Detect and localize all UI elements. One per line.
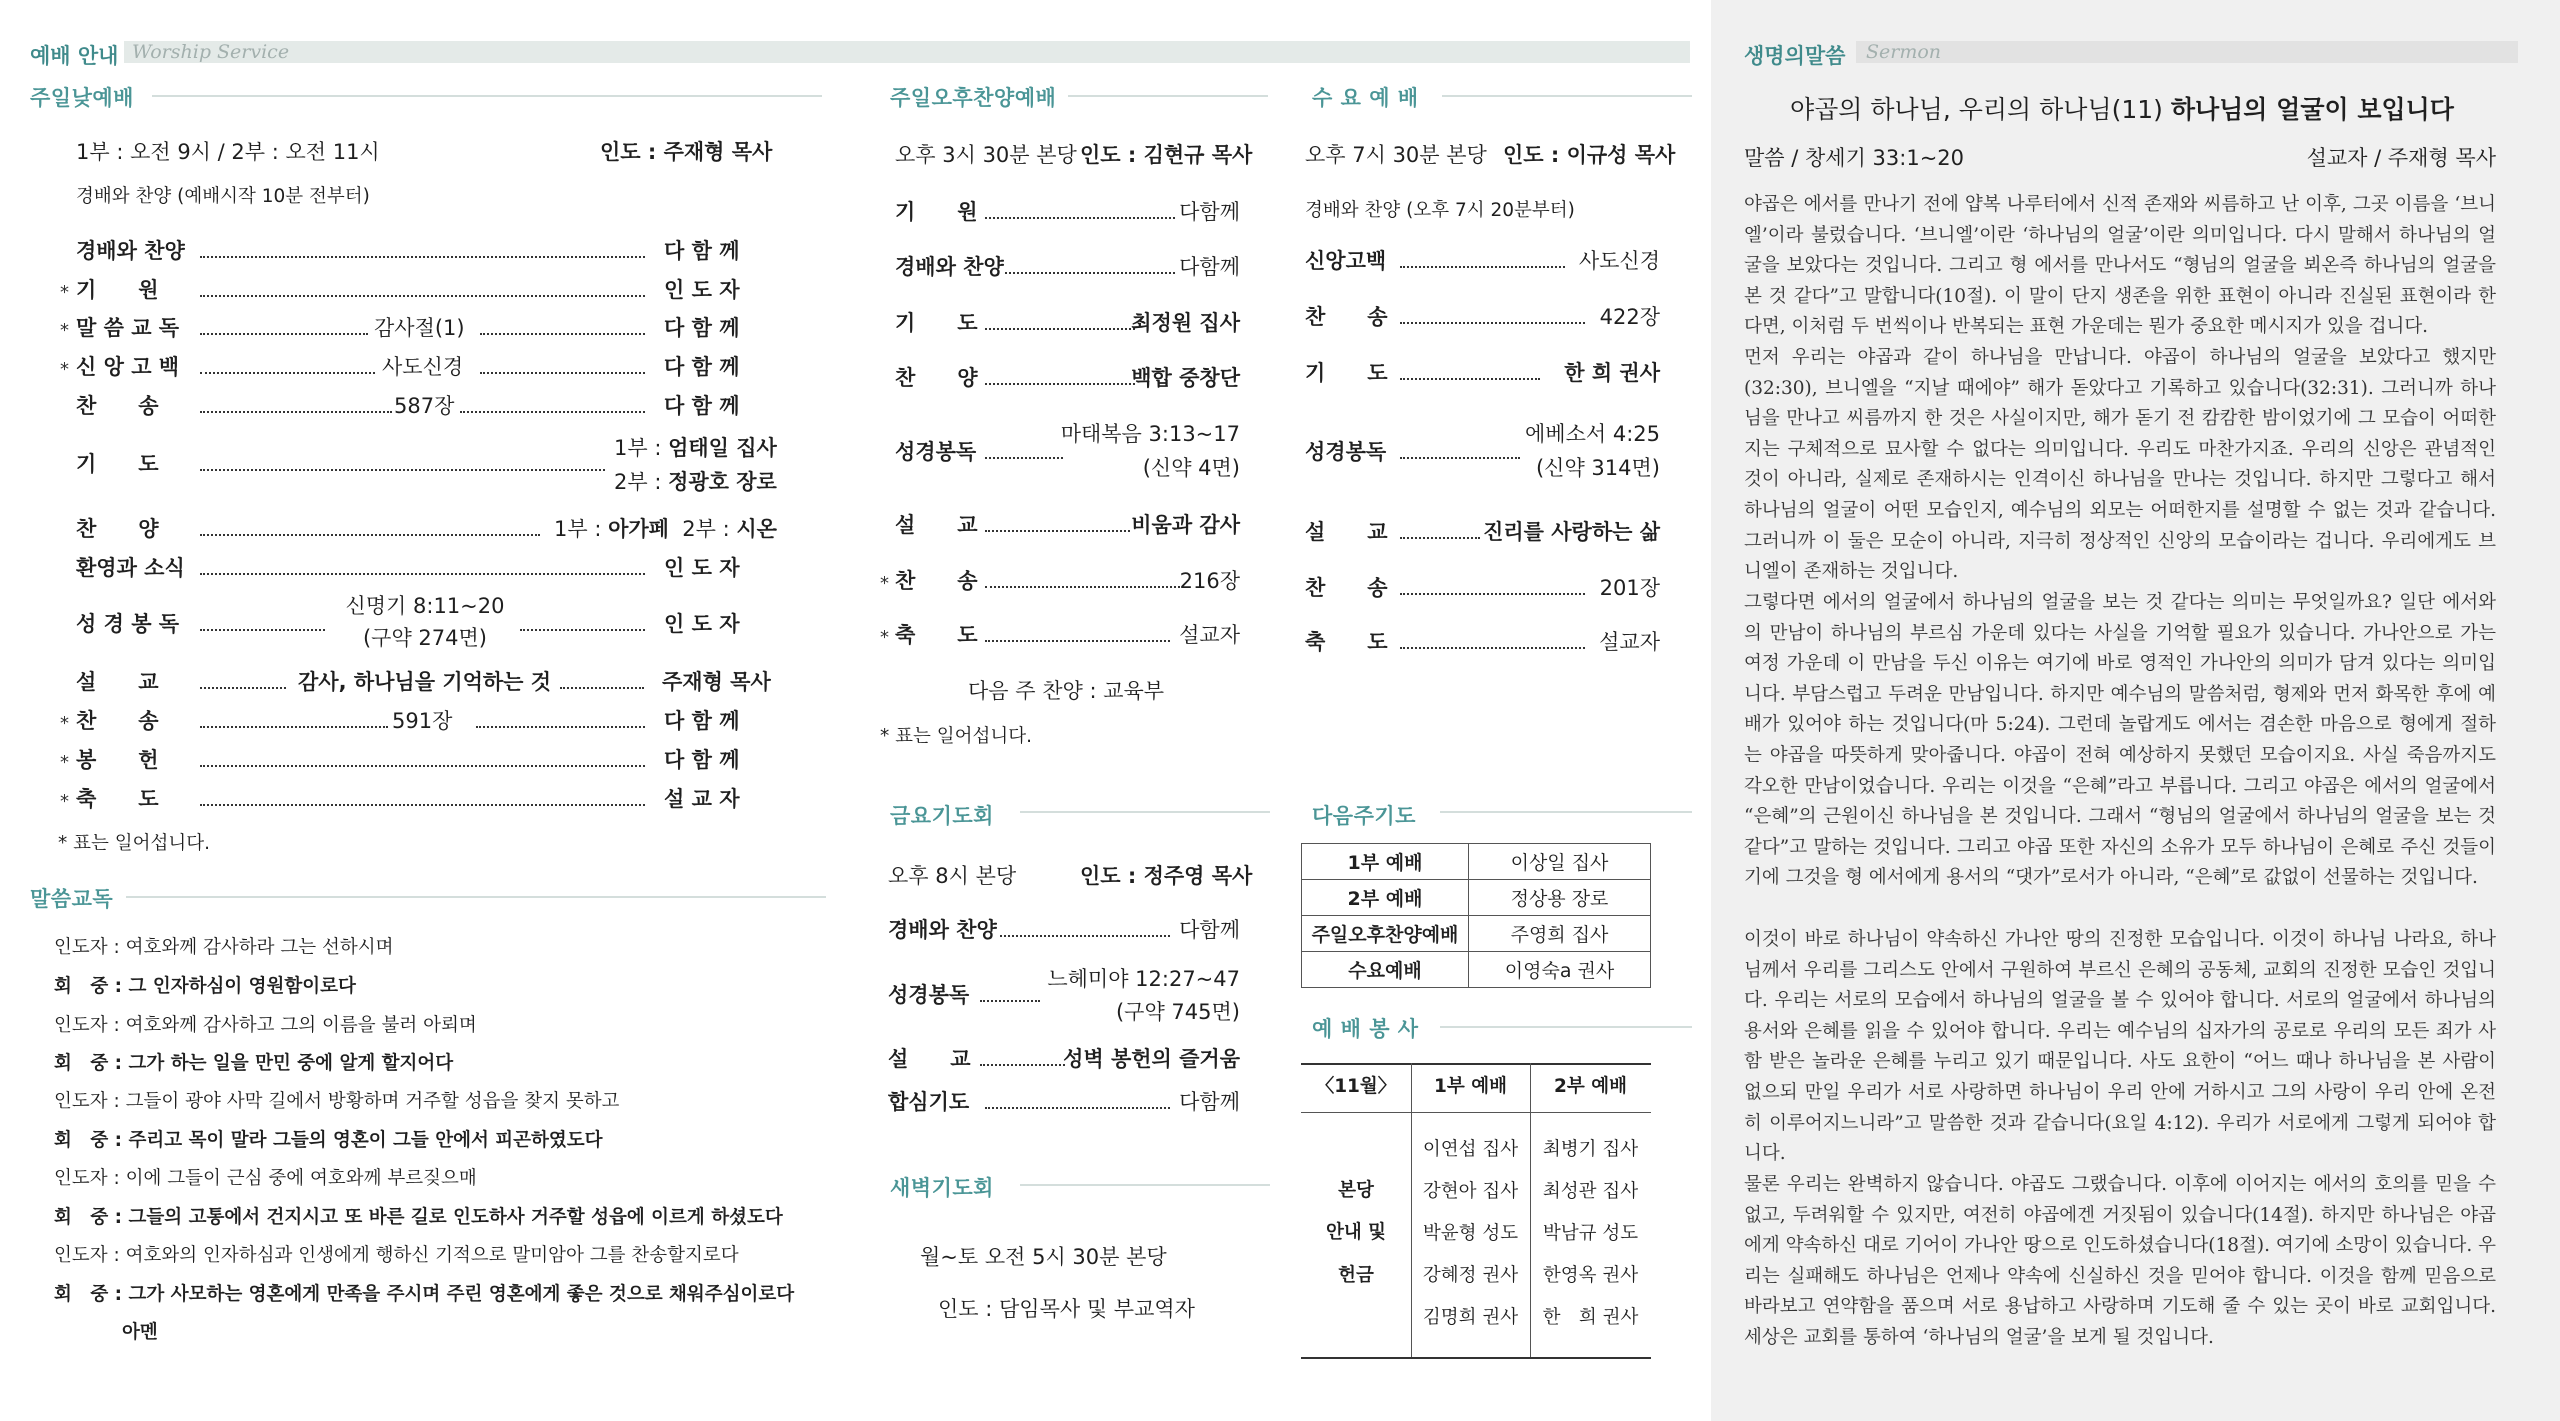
responsive-line: 회 중 : 그 인자하심이 영원함이로다 (54, 976, 356, 997)
friday-item-right: 다함께 (1179, 918, 1240, 942)
service-duty-first: 강혜정 권사 (1422, 1265, 1519, 1286)
sermon-scripture: 말씀 / 창세기 33:1~20 (1744, 146, 1965, 170)
service-duty-first: 강현아 집사 (1422, 1181, 1519, 1202)
sunday-item-label: 찬 송 (76, 709, 159, 733)
sunday-scripture-page: (구약 274면) (362, 626, 487, 650)
sunday-item-label: 환영과 소식 (76, 556, 185, 580)
sunday-item-label: 기 도 (76, 452, 159, 476)
service-duty-second: 최성관 집사 (1542, 1181, 1639, 1202)
sunday-item-label: 기 원 (76, 278, 159, 302)
service-duty-month: 〈11월〉 (1315, 1076, 1397, 1097)
service-duty-rule (1440, 1026, 1692, 1028)
sunday-item-right: 인 도 자 (664, 612, 740, 636)
next-week-prayer-title: 다음주기도 (1312, 804, 1416, 828)
sunday-item-mid: 감사절(1) (374, 316, 465, 340)
responsive-line: 회 중 : 그가 하는 일을 만민 중에 알게 할지어다 (54, 1053, 454, 1074)
sunday-praise-teams: 1부 : 아가페 2부 : 시온 (554, 517, 777, 541)
table-row: 주일오후찬양예배 주영희 집사 (1302, 916, 1651, 952)
sunday-service-title: 주일낮예배 (30, 86, 134, 110)
friday-item-right: 성벽 봉헌의 즐거움 (1063, 1047, 1240, 1071)
responsive-line: 회 중 : 주리고 목이 말라 그들의 영혼이 그들 안에서 피곤하였도다 (54, 1130, 603, 1151)
friday-item-label: 성경봉독 (888, 983, 970, 1007)
stand-mark: * (880, 627, 889, 648)
sermon-header-bar (1856, 41, 2518, 63)
sunday-leader: 인도 : 주재형 목사 (600, 140, 773, 164)
sunday-item-right: 다 함 께 (664, 394, 740, 418)
stand-mark: * (60, 320, 69, 341)
sunday-item-right: 인 도 자 (664, 556, 740, 580)
stand-mark: * (880, 573, 889, 594)
wednesday-item-label: 기 도 (1305, 361, 1388, 385)
afternoon-service-rule (1068, 95, 1268, 97)
sunday-item-right: 인 도 자 (664, 278, 740, 302)
responsive-line: 인도자 : 여호와께 감사하고 그의 이름을 불러 아뢰며 (54, 1015, 477, 1036)
sunday-prayer-first: 1부 : 엄태일 집사 (614, 436, 777, 460)
friday-time: 오후 8시 본당 (888, 864, 1017, 888)
stand-mark: * (60, 752, 69, 773)
service-duty-first: 박윤형 성도 (1422, 1223, 1519, 1244)
sunday-item-mid: 사도신경 (382, 355, 464, 379)
responsive-reading-title: 말씀교독 (30, 887, 114, 911)
wednesday-item-label: 성경봉독 (1305, 440, 1387, 464)
sunday-prayer-second: 2부 : 정광호 장로 (614, 470, 777, 494)
afternoon-service-title: 주일오후찬양예배 (890, 86, 1057, 110)
sermon-paragraph: 야곱은 에서를 만나기 전에 얍복 나루터에서 신적 존재와 씨름하고 난 이후, 그곳 이름을 ‘브니엘’이라 불렀습니다. ‘브니엘’이란 ‘하나님의 얼굴’이란 의미입니다. 다시 말해서 하나님의 얼굴을 보았다는 것입니다. 그리고 형 에서를 만나서도 “형님의 얼굴을 뵈온즉 하나님의 얼굴을 본 것 같다”고 말합니다(10절). 이 말이 단지 생존을 위한 표현이 아니라 진실된 표현이라 한다면, 이처럼 두 번씩이나 반복되는 표현 가운데는 뭔가 중요한 메시지가 있을 겁니다. (1744, 194, 2496, 338)
afternoon-next-praise: 다음 주 찬양 : 교육부 (968, 679, 1165, 703)
service-duty-col1: 1부 예배 (1434, 1076, 1507, 1097)
wednesday-item-right: 422장 (1599, 305, 1660, 329)
afternoon-item-label: 성경봉독 (895, 440, 977, 464)
sunday-item-label: 축 도 (76, 787, 159, 811)
sunday-note: 경배와 찬양 (예배시작 10분 전부터) (76, 186, 370, 207)
responsive-line: 회 중 : 그가 사모하는 영혼에게 만족을 주시며 주린 영혼에게 좋은 것으로 채워주심이로다 (54, 1284, 795, 1305)
wednesday-service-title: 수 요 예 배 (1312, 86, 1419, 110)
sunday-item-label: 찬 양 (76, 517, 159, 541)
sunday-item-label: 말 씀 교 독 (76, 316, 180, 340)
afternoon-item-label: 찬 송 (895, 569, 978, 593)
table-row: 수요예배 이영숙a 권사 (1302, 952, 1651, 988)
sermon-paragraph: 물론 우리는 완벽하지 않습니다. 야곱도 그랬습니다. 이후에 이어지는 에서의 호의를 믿을 수 없고, 두려워할 수 있지만, 여전히 야곱에겐 거짓됨이 있습니다(14절). 하지만 하나님은 야곱에게 약속하신 대로 기어이 가나안 땅으로 인도하셨습니다(18절). 여기에 소망이 있습니다. 우리는 실패해도 하나님은 언제나 약속에 신실하신 것을 믿어야 합니다. 이것을 함께 믿음으로 바라보고 연약함을 품으며 서로 용납하고 사랑하며 기도해 줄 수 있는 곳이 바로 교회입니다. 세상은 교회를 통하여 ‘하나님의 얼굴’을 보게 될 것입니다. (1744, 1174, 2496, 1348)
afternoon-item-right: 다함께 (1179, 255, 1240, 279)
wednesday-item-label: 찬 송 (1305, 305, 1388, 329)
dawn-prayer-title: 새벽기도회 (890, 1176, 994, 1200)
responsive-line: 회 중 : 그들의 고통에서 건지시고 또 바른 길로 인도하사 거주할 성읍에 이르게 하셨도다 (54, 1207, 783, 1228)
afternoon-item-right: 비움과 감사 (1131, 513, 1240, 537)
wednesday-item-label: 신앙고백 (1305, 249, 1387, 273)
sunday-item-right: 주재형 목사 (662, 670, 771, 694)
sunday-stand-note: * 표는 일어섭니다. (58, 833, 210, 854)
service-duty-second: 최병기 집사 (1542, 1139, 1639, 1160)
wednesday-scripture-ref: 에베소서 4:25 (1525, 422, 1660, 446)
afternoon-item-label: 찬 양 (895, 366, 978, 390)
afternoon-item-label: 기 원 (895, 200, 978, 224)
afternoon-scripture-page: (신약 4면) (1142, 456, 1240, 480)
afternoon-item-label: 축 도 (895, 623, 978, 647)
wednesday-item-right: 설교자 (1599, 630, 1660, 654)
afternoon-item-label: 설 교 (895, 513, 978, 537)
friday-scripture-ref: 느헤미야 12:27~47 (1047, 967, 1240, 991)
sunday-item-right: 다 함 께 (664, 239, 740, 263)
wednesday-service-rule (1442, 95, 1692, 97)
service-duty-label: 본당 (1338, 1180, 1374, 1201)
afternoon-item-label: 기 도 (895, 311, 978, 335)
responsive-line: 인도자 : 그들이 광야 사막 길에서 방황하며 거주할 성읍을 찾지 못하고 (54, 1091, 620, 1112)
service-duty-col2: 2부 예배 (1554, 1076, 1627, 1097)
responsive-line: 인도자 : 이에 그들이 근심 중에 여호와께 부르짖으매 (54, 1168, 477, 1189)
worship-section-title-en: Worship Service (132, 41, 290, 63)
next-week-prayer-table (1301, 843, 1651, 988)
afternoon-leader: 인도 : 김현규 목사 (1080, 143, 1253, 167)
afternoon-item-right: 다함께 (1179, 200, 1240, 224)
dawn-time: 월~토 오전 5시 30분 본당 (920, 1245, 1167, 1269)
afternoon-time: 오후 3시 30분 본당 (895, 143, 1077, 167)
sunday-item-label: 신 앙 고 백 (76, 355, 180, 379)
sermon-paragraph: 이것이 바로 하나님이 약속하신 가나안 땅의 진정한 모습입니다. 이것이 하나님 나라요, 하나님께서 우리를 그리스도 안에서 구원하여 부르신 은혜의 공동체, 교회의 진정한 모습인 것입니다. 우리는 서로의 모습에서 하나님의 얼굴을 볼 수 있어야 합니다. 서로의 얼굴에서 하나님의 용서와 은혜를 읽을 수 있어야 합니다. 우리는 예수님의 십자가의 공로로 우리의 모든 죄가 사함 받은 놀라운 은혜를 누리고 있기 때문입니다. 사도 요한이 “어느 때나 하나님을 본 사람이 없으되 만일 우리가 서로 사랑하면 하나님이 우리 안에 거하시고 그의 사랑이 우리 안에 온전히 이루어지느니라”고 말씀한 것과 같습니다(요일 4:12). 우리가 서로에게 그렇게 되어야 합니다. (1744, 929, 2496, 1165)
sunday-item-label: 봉 헌 (76, 748, 159, 772)
friday-prayer-rule (1020, 811, 1270, 813)
sunday-item-label: 설 교 (76, 670, 159, 694)
sunday-item-right: 설 교 자 (664, 787, 740, 811)
service-duty-first: 김명희 권사 (1422, 1307, 1519, 1328)
afternoon-item-right: 설교자 (1179, 623, 1240, 647)
sermon-paragraph: 그렇다면 에서의 얼굴에서 하나님의 얼굴을 보는 것 같다는 의미는 무엇일까요? 일단 에서와의 만남이 하나님의 부르심 가운데 있다는 사실을 기억할 필요가 있습니다. 가나안으로 가는 여정 가운데 이 만남을 두신 이유는 여기에 바로 영적인 가나안의 의미가 담겨 있다는 의미입니다. 부담스럽고 두려운 만남입니다. 하지만 예수님의 말씀처럼, 형제와 먼저 화목한 후에 예배가 있어야 하는 것입니다(마 5:24). 그런데 놀랍게도 에서는 겸손한 마음으로 형에게 절하는 야곱을 따뜻하게 맞아줍니다. 야곱이 전혀 예상하지 못했던 모습이지요. 사실 죽음까지도 각오한 만남이었습니다. 우리는 이것을 “은혜”라고 부릅니다. 그리고 야곱은 에서의 얼굴에서 “은혜”의 근원이신 하나님을 본 것입니다. 그래서 “형님의 얼굴에서 하나님의 얼굴을 보는 것 같다”고 말하는 것입니다. 그리고 야곱 또한 자신의 소유가 모두 하나님이 은혜로 주신 것들이기에 그것을 형 에서에게 용서의 “댓가”로서가 아니라, “은혜”로 값없이 선물하는 것입니다. (1744, 592, 2496, 889)
wednesday-item-label: 설 교 (1305, 520, 1388, 544)
friday-item-right: 다함께 (1179, 1090, 1240, 1114)
afternoon-item-right: 216장 (1179, 569, 1240, 593)
table-row: 2부 예배 정상용 장로 (1302, 880, 1651, 916)
sermon-section-title-en: Sermon (1866, 41, 1942, 63)
dawn-prayer-rule (1020, 1184, 1270, 1186)
sunday-item-right: 다 함 께 (664, 316, 740, 340)
afternoon-item-right: 백합 중창단 (1131, 366, 1240, 390)
sunday-item-right: 다 함 께 (664, 709, 740, 733)
wednesday-leader: 인도 : 이규성 목사 (1503, 143, 1676, 167)
afternoon-scripture-ref: 마태복음 3:13~17 (1060, 422, 1240, 446)
wednesday-note: 경배와 찬양 (오후 7시 20분부터) (1305, 200, 1575, 221)
sermon-preacher: 설교자 / 주재형 목사 (2306, 146, 2496, 170)
friday-item-label: 설 교 (888, 1047, 971, 1071)
stand-mark: * (60, 359, 69, 380)
friday-scripture-page: (구약 745면) (1115, 1000, 1240, 1024)
responsive-reading-rule (126, 896, 826, 898)
sunday-item-right: 다 함 께 (664, 355, 740, 379)
wednesday-item-right: 한 희 권사 (1564, 361, 1660, 385)
dawn-leader: 인도 : 담임목사 및 부교역자 (938, 1297, 1195, 1321)
worship-header-bar (124, 41, 1690, 63)
sunday-times: 1부 : 오전 9시 / 2부 : 오전 11시 (76, 140, 380, 164)
service-duty-second: 한영옥 권사 (1542, 1265, 1639, 1286)
responsive-amen: 아멘 (122, 1322, 158, 1343)
friday-item-label: 경배와 찬양 (888, 918, 997, 942)
afternoon-stand-note: * 표는 일어섭니다. (880, 726, 1032, 747)
service-duty-label: 안내 및 (1325, 1222, 1387, 1243)
sunday-item-label: 경배와 찬양 (76, 239, 185, 263)
wednesday-item-right: 사도신경 (1578, 249, 1660, 273)
stand-mark: * (60, 791, 69, 812)
friday-leader: 인도 : 정주영 목사 (1080, 864, 1253, 888)
wednesday-item-label: 찬 송 (1305, 576, 1388, 600)
sunday-item-right: 다 함 께 (664, 748, 740, 772)
sunday-service-rule (152, 95, 822, 97)
sunday-item-label: 찬 송 (76, 394, 159, 418)
wednesday-item-label: 축 도 (1305, 630, 1388, 654)
sermon-section-title: 생명의말씀 (1744, 44, 1846, 68)
service-duty-second: 한 희 권사 (1542, 1307, 1639, 1328)
responsive-line: 인도자 : 여호와의 인자하심과 인생에게 행하신 기적으로 말미암아 그를 찬송할지로다 (54, 1245, 739, 1266)
sunday-sermon-title: 감사, 하나님을 기억하는 것 (298, 670, 552, 694)
afternoon-item-label: 경배와 찬양 (895, 255, 1004, 279)
friday-prayer-title: 금요기도회 (890, 804, 994, 828)
worship-section-title: 예배 안내 (30, 44, 119, 68)
sermon-paragraph: 먼저 우리는 야곱과 같이 하나님을 만납니다. 야곱이 하나님의 얼굴을 보았다고 했지만(32:30), 브니엘을 “지날 때에야” 해가 돋았다고 기록하고 있습니다(32:31). 그러니까 하나님을 만나고 씨름까지 한 것은 사실이지만, 해가 돋기 전 캄캄한 밤이었기에 그 모습이 어떠한지는 구체적으로 묘사할 수 없다는 의미입니다. 우리도 마찬가지죠. 우리의 신앙은 관념적인 것이 아니라, 실제로 존재하시는 인격이신 하나님을 만나는 것입니다. 하지만 그렇다고 해서 하나님의 얼굴이 어떤 모습인지, 예수님의 외모는 어떠한지를 설명할 수 없는 것과 같습니다. 그러니까 이 둘은 모순이 아니라, 지극히 정상적인 신앙의 모습이라는 겁니다. 우리에게도 브니엘이 존재하는 것입니다. (1744, 347, 2496, 583)
service-duty-first: 이연섭 집사 (1422, 1139, 1519, 1160)
stand-mark: * (60, 713, 69, 734)
table-row: 1부 예배 이상일 집사 (1302, 844, 1651, 880)
sunday-scripture-ref: 신명기 8:11~20 (345, 594, 505, 618)
wednesday-time: 오후 7시 30분 본당 (1305, 143, 1487, 167)
sermon-heading: 야곱의 하나님, 우리의 하나님(11) 하나님의 얼굴이 보입니다 (1790, 95, 2454, 124)
wednesday-item-right: 201장 (1599, 576, 1660, 600)
service-duty-label: 헌금 (1338, 1265, 1374, 1286)
responsive-line: 인도자 : 여호와께 감사하라 그는 선하시며 (54, 937, 394, 958)
wednesday-item-right: 진리를 사랑하는 삶 (1483, 520, 1660, 544)
sunday-item-mid: 591장 (392, 709, 453, 733)
sunday-item-label: 성 경 봉 독 (76, 612, 180, 636)
sunday-item-mid: 587장 (394, 394, 455, 418)
friday-item-label: 합심기도 (888, 1090, 970, 1114)
afternoon-item-right: 최정원 집사 (1131, 311, 1240, 335)
next-week-prayer-rule (1440, 811, 1692, 813)
wednesday-scripture-page: (신약 314면) (1535, 456, 1660, 480)
stand-mark: * (60, 282, 69, 303)
service-duty-second: 박남규 성도 (1542, 1223, 1639, 1244)
service-duty-title: 예 배 봉 사 (1312, 1017, 1419, 1041)
